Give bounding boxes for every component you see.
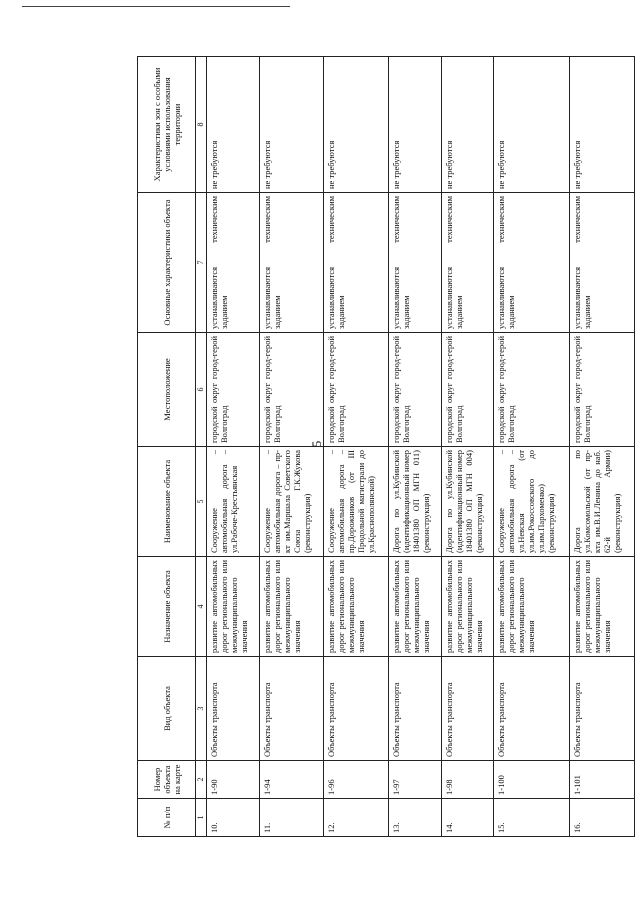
- zone-characteristics: не требуются: [441, 57, 494, 193]
- object-name: Сооружение – автомобильная дорога – пр-кт им.Маршала Советского Союза Г.К.Жукова (реконструкция): [259, 447, 323, 557]
- object-location: городской округ город-герой Волгоград: [494, 333, 570, 447]
- object-location: городской округ город-герой Волгоград: [259, 333, 323, 447]
- header-row: [138, 57, 196, 837]
- object-name: Сооружение – автомобильная дорога – ул.Рабоче-Крестьянская: [207, 447, 260, 557]
- object-type: Объекты транспорта: [207, 657, 260, 761]
- object-type: Объекты транспорта: [388, 657, 441, 761]
- table-row: [388, 57, 441, 837]
- object-characteristics: устанавливаются техническим заданием: [259, 193, 323, 333]
- column-index-row: [196, 57, 207, 837]
- map-number: 1-98: [441, 761, 494, 799]
- page-number: 5: [309, 440, 324, 448]
- map-number: 1-94: [259, 761, 323, 799]
- header-cell: Основные характеристики объекта: [138, 193, 196, 333]
- column-index: 5: [196, 447, 207, 557]
- object-purpose: развитие автомобильных дорог регионального или межмуниципального значения: [324, 557, 388, 657]
- zone-characteristics: не требуются: [259, 57, 323, 193]
- object-type: Объекты транспорта: [324, 657, 388, 761]
- row-number: 11.: [259, 799, 323, 837]
- column-index: 6: [196, 333, 207, 447]
- header-cell: Вид объекта: [138, 657, 196, 761]
- object-location: городской округ город-герой Волгоград: [570, 333, 635, 447]
- column-index: 7: [196, 193, 207, 333]
- object-purpose: развитие автомобильных дорог регионального или межмуниципального значения: [570, 557, 635, 657]
- table-row: [570, 57, 635, 837]
- column-index: 1: [196, 799, 207, 837]
- objects-table: [137, 56, 635, 837]
- object-location: городской округ город-герой Волгоград: [207, 333, 260, 447]
- map-number: 1-97: [388, 761, 441, 799]
- object-purpose: развитие автомобильных дорог регионального или межмуниципального значения: [494, 557, 570, 657]
- object-characteristics: устанавливаются техническим заданием: [570, 193, 635, 333]
- object-characteristics: устанавливаются техническим заданием: [207, 193, 260, 333]
- object-characteristics: устанавливаются техническим заданием: [494, 193, 570, 333]
- row-number: 12.: [324, 799, 388, 837]
- object-name: Сооружение – автомобильная дорога – ул.Невская (от ул.им.Рокоссовского до ул.им.Пархоменко) (реконструкция): [494, 447, 570, 557]
- table-row: [207, 57, 260, 837]
- rotated-table-container: [137, 57, 635, 837]
- row-number: 15.: [494, 799, 570, 837]
- object-name: Дорога по ул.Комсомольской (от пр-кта им.В.И.Ленина до наб. 62-й Армии) (реконструкция): [570, 447, 635, 557]
- column-index: 8: [196, 57, 207, 193]
- object-name: Сооружение – автомобильная дорога – пр.Дорожников (от III Продольной магистрали до ул.Краснополянской): [324, 447, 388, 557]
- row-number: 16.: [570, 799, 635, 837]
- table-row: [494, 57, 570, 837]
- object-purpose: развитие автомобильных дорог регионального или межмуниципального значения: [207, 557, 260, 657]
- table-row: [324, 57, 388, 837]
- column-index: 2: [196, 761, 207, 799]
- table-row: [441, 57, 494, 837]
- object-type: Объекты транспорта: [494, 657, 570, 761]
- map-number: 1-90: [207, 761, 260, 799]
- object-location: городской округ город-герой Волгоград: [388, 333, 441, 447]
- object-purpose: развитие автомобильных дорог регионального или межмуниципального значения: [441, 557, 494, 657]
- object-purpose: развитие автомобильных дорог регионального или межмуниципального значения: [388, 557, 441, 657]
- zone-characteristics: не требуются: [388, 57, 441, 193]
- object-name: Дорога по ул.Кубинской (идентификационный номер 18401380 ОП МГН 004) (реконструкция): [441, 447, 494, 557]
- column-index: 3: [196, 657, 207, 761]
- object-characteristics: устанавливаются техническим заданием: [388, 193, 441, 333]
- column-index: 4: [196, 557, 207, 657]
- header-cell: Характеристики зон с особыми условиями использования территории: [138, 57, 196, 193]
- zone-characteristics: не требуются: [494, 57, 570, 193]
- map-number: 1-100: [494, 761, 570, 799]
- map-number: 1-101: [570, 761, 635, 799]
- header-cell: Местоположение: [138, 333, 196, 447]
- header-rule: [22, 6, 290, 7]
- header-cell: № п/п: [138, 799, 196, 837]
- object-type: Объекты транспорта: [441, 657, 494, 761]
- object-characteristics: устанавливаются техническим заданием: [441, 193, 494, 333]
- header-cell: Номер объекта на карте: [138, 761, 196, 799]
- zone-characteristics: не требуются: [324, 57, 388, 193]
- object-purpose: развитие автомобильных дорог регионального или межмуниципального значения: [259, 557, 323, 657]
- object-location: городской округ город-герой Волгоград: [324, 333, 388, 447]
- row-number: 10.: [207, 799, 260, 837]
- object-type: Объекты транспорта: [570, 657, 635, 761]
- row-number: 13.: [388, 799, 441, 837]
- zone-characteristics: не требуются: [570, 57, 635, 193]
- table-body: [207, 57, 635, 837]
- object-type: Объекты транспорта: [259, 657, 323, 761]
- header-cell: Назначение объекта: [138, 557, 196, 657]
- zone-characteristics: не требуются: [207, 57, 260, 193]
- object-location: городской округ город-герой Волгоград: [441, 333, 494, 447]
- object-name: Дорога по ул.Кубинской (идентификационный номер 18401380 ОП МГН 011) (реконструкция): [388, 447, 441, 557]
- table-row: [259, 57, 323, 837]
- map-number: 1-96: [324, 761, 388, 799]
- row-number: 14.: [441, 799, 494, 837]
- header-cell: Наименование объекта: [138, 447, 196, 557]
- object-characteristics: устанавливаются техническим заданием: [324, 193, 388, 333]
